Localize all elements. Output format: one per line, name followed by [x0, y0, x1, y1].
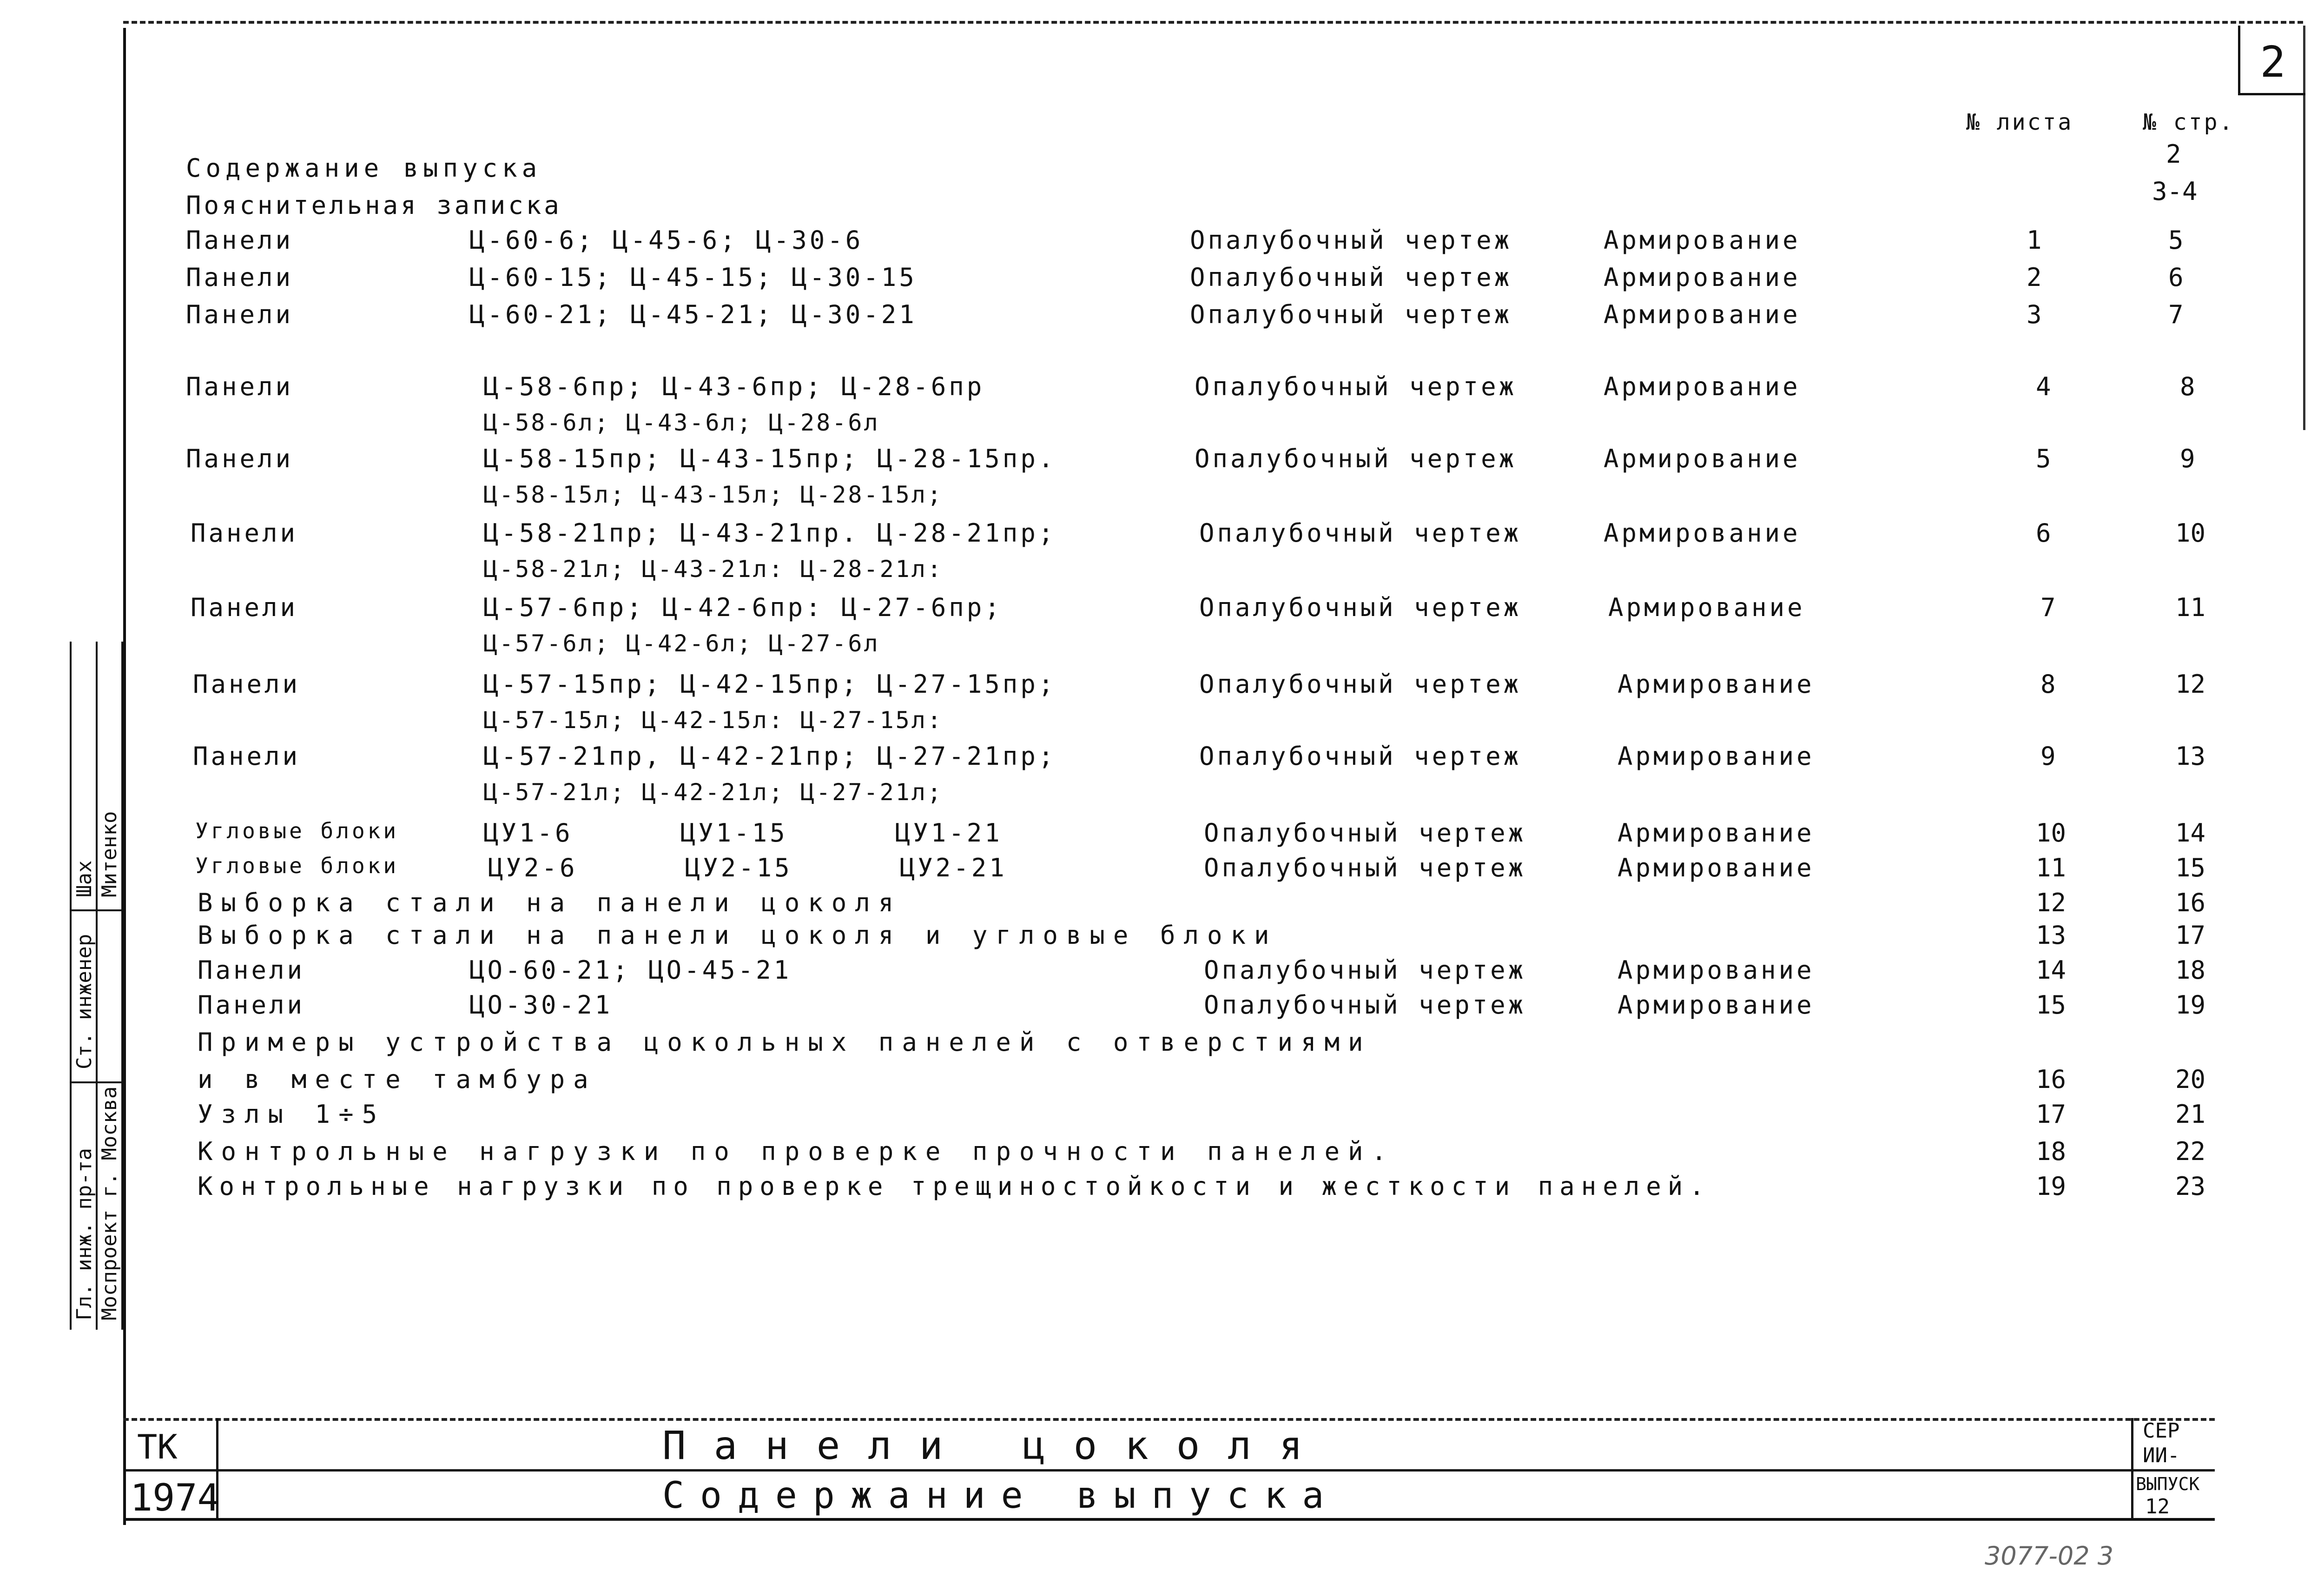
row-page: 9	[2180, 444, 2195, 473]
row-name: Панели	[198, 955, 305, 985]
row-page: 15	[2175, 853, 2206, 882]
row-codes: ЦУ2-6 ЦУ2-15 ЦУ2-21	[488, 853, 1007, 882]
row-sheet: 4	[2036, 372, 2051, 401]
row-codes-2: Ц-58-6л; Ц-43-6л; Ц-28-6л	[483, 409, 880, 436]
row-page: 11	[2175, 593, 2206, 622]
title-block-divider	[2131, 1418, 2133, 1520]
row-page: 22	[2175, 1137, 2206, 1166]
row-desc: Опалубочный чертеж	[1204, 955, 1526, 985]
row-desc-2: Армирование	[1604, 444, 1801, 473]
row-desc: Опалубочный чертеж	[1204, 853, 1526, 882]
row-desc: Опалубочный чертеж	[1199, 669, 1522, 699]
row-name: Панели	[198, 990, 305, 1020]
row-page: 5	[2168, 225, 2184, 255]
row-sheet: 17	[2036, 1100, 2067, 1129]
row-desc-2: Армирование	[1604, 372, 1801, 401]
drawing-subtitle: Содержание выпуска	[662, 1475, 1340, 1517]
row-name: Угловые блоки	[195, 853, 399, 878]
row-page: 13	[2175, 742, 2206, 771]
row-name: Панели	[186, 372, 294, 401]
stamp-line	[70, 642, 72, 1330]
row-codes: Ц-60-6; Ц-45-6; Ц-30-6	[469, 225, 864, 255]
row-sheet: 11	[2036, 853, 2067, 882]
stamp-org: Моспроект г. Москва	[98, 1086, 121, 1320]
row-name: Панели	[193, 742, 301, 771]
row-desc-2: Армирование	[1604, 518, 1801, 548]
row-page: 3-4	[2152, 177, 2198, 206]
row-page: 10	[2175, 518, 2206, 548]
row-name: Выборка стали на панели цоколя	[198, 888, 902, 917]
row-sheet: 14	[2036, 955, 2067, 985]
row-desc: Опалубочный чертеж	[1199, 593, 1522, 622]
row-codes: ЦУ1-6 ЦУ1-15 ЦУ1-21	[483, 818, 1003, 848]
stamp-role-2: Ст. инженер	[73, 934, 96, 1069]
row-page: 2	[2166, 139, 2181, 169]
row-name: Панели	[186, 300, 294, 329]
row-page: 6	[2168, 263, 2184, 292]
row-sheet: 5	[2036, 444, 2051, 473]
row-name: Выборка стали на панели цоколя и угловые блоки	[198, 921, 1278, 950]
row-name: Панели	[186, 225, 294, 255]
row-sheet: 7	[2040, 593, 2056, 622]
page-number: 2	[2260, 37, 2286, 87]
issue-label: ВЫПУСК	[2136, 1474, 2200, 1494]
row-page: 17	[2175, 921, 2206, 950]
row-sheet: 3	[2027, 300, 2042, 329]
title-block	[123, 1418, 2215, 1520]
row-desc-2: Армирование	[1618, 853, 1815, 882]
row-codes-2: Ц-57-21л; Ц-42-21л; Ц-27-21л;	[483, 779, 943, 806]
title-block-bottom-line	[123, 1518, 2215, 1521]
row-sheet: 6	[2036, 518, 2051, 548]
row-name: Узлы 1÷5	[198, 1100, 386, 1129]
row-desc: Опалубочный чертеж	[1199, 742, 1522, 771]
row-sheet: 12	[2036, 888, 2067, 917]
archive-number: 3077-02 3	[1985, 1541, 2114, 1571]
row-page: 18	[2175, 955, 2206, 985]
row-name: Панели	[186, 263, 294, 292]
row-desc-2: Армирование	[1618, 955, 1815, 985]
row-codes-2: Ц-57-6л; Ц-42-6л; Ц-27-6л	[483, 630, 880, 657]
stamp-line	[70, 909, 123, 911]
row-codes-2: Ц-58-21л; Ц-43-21л: Ц-28-21л:	[483, 556, 943, 583]
series-value: ИИ-	[2143, 1444, 2180, 1467]
row-sheet: 15	[2036, 990, 2067, 1020]
stamp-name-1: Шах	[73, 860, 96, 897]
row-sheet: 9	[2040, 742, 2056, 771]
row-page: 8	[2180, 372, 2195, 401]
row-desc: Опалубочный чертеж	[1199, 518, 1522, 548]
row-codes-2: Ц-58-15л; Ц-43-15л; Ц-28-15л;	[483, 481, 943, 508]
row-page: 23	[2175, 1172, 2206, 1201]
row-desc: Опалубочный чертеж	[1195, 372, 1517, 401]
row-codes-2: Ц-57-15л; Ц-42-15л: Ц-27-15л:	[483, 707, 943, 734]
row-page: 19	[2175, 990, 2206, 1020]
row-desc-2: Армирование	[1618, 669, 1815, 699]
row-desc: Опалубочный чертеж	[1190, 300, 1512, 329]
row-desc-2: Армирование	[1618, 990, 1815, 1020]
row-desc: Опалубочный чертеж	[1195, 444, 1517, 473]
row-page: 16	[2175, 888, 2206, 917]
row-name: Угловые блоки	[195, 818, 399, 843]
page-number-box	[2238, 26, 2305, 95]
stamp-line	[121, 642, 123, 1330]
row-name: Панели	[191, 593, 298, 622]
row-page: 20	[2175, 1065, 2206, 1094]
frame-left-line	[123, 28, 126, 1525]
row-name: Панели	[193, 669, 301, 699]
row-desc: Опалубочный чертеж	[1190, 225, 1512, 255]
row-codes: Ц-57-6пр; Ц-42-6пр: Ц-27-6пр;	[483, 593, 1003, 622]
row-desc: Опалубочный чертеж	[1204, 990, 1526, 1020]
row-page: 14	[2175, 818, 2206, 848]
row-desc-2: Армирование	[1608, 593, 1805, 622]
row-sheet: 8	[2040, 669, 2056, 699]
title-block-top-line	[123, 1418, 2215, 1421]
org-code: ТК	[137, 1427, 178, 1466]
row-codes: Ц-58-15пр; Ц-43-15пр; Ц-28-15пр.	[483, 444, 1056, 473]
row-desc-2: Армирование	[1618, 742, 1815, 771]
frame-top-line	[123, 21, 2303, 24]
row-codes: Ц-60-15; Ц-45-15; Ц-30-15	[469, 263, 917, 292]
row-page: 21	[2175, 1100, 2206, 1129]
row-name: Примеры устройства цокольных панелей с отверстиями	[198, 1027, 1372, 1057]
row-desc-2: Армирование	[1604, 300, 1801, 329]
row-desc: Опалубочный чертеж	[1190, 263, 1512, 292]
row-name: Панели	[191, 518, 298, 548]
page-number-header: № стр.	[2143, 109, 2235, 135]
row-codes: Ц-58-6пр; Ц-43-6пр; Ц-28-6пр	[483, 372, 985, 401]
row-codes: Ц-60-21; Ц-45-21; Ц-30-21	[469, 300, 917, 329]
row-desc: Опалубочный чертеж	[1204, 818, 1526, 848]
row-page: 12	[2175, 669, 2206, 699]
stamp-role-1: Гл. инж. пр-та	[73, 1148, 96, 1320]
row-name: Контрольные нагрузки по проверке трещиностойкости и жесткости панелей.	[198, 1172, 1711, 1201]
drawing-title: Панели цоколя	[662, 1423, 1331, 1468]
title-block-mid-line	[123, 1469, 2215, 1472]
row-sheet: 19	[2036, 1172, 2067, 1201]
approval-stamp	[70, 642, 123, 1330]
row-sheet: 16	[2036, 1065, 2067, 1094]
row-name: Панели	[186, 444, 294, 473]
stamp-name-2: Митенко	[98, 811, 121, 897]
stamp-line	[70, 1081, 123, 1083]
contents-title: Содержание выпуска	[186, 153, 542, 183]
row-sheet: 13	[2036, 921, 2067, 950]
year: 1974	[130, 1476, 220, 1519]
row-desc-2: Армирование	[1604, 225, 1801, 255]
row-name: Контрольные нагрузки по проверке прочности панелей.	[198, 1137, 1395, 1166]
row-sheet: 18	[2036, 1137, 2067, 1166]
row-name: Пояснительная записка	[186, 191, 562, 220]
row-name: и в месте тамбура	[198, 1065, 597, 1094]
sheet-number-header: № листа	[1966, 109, 2073, 135]
row-sheet: 1	[2027, 225, 2042, 255]
row-sheet: 2	[2027, 263, 2042, 292]
row-codes: ЦО-60-21; ЦО-45-21	[469, 955, 792, 985]
row-codes: ЦО-30-21	[469, 990, 613, 1020]
row-page: 7	[2168, 300, 2184, 329]
row-codes: Ц-58-21пр; Ц-43-21пр. Ц-28-21пр;	[483, 518, 1056, 548]
row-desc-2: Армирование	[1604, 263, 1801, 292]
row-sheet: 10	[2036, 818, 2067, 848]
row-codes: Ц-57-21пр, Ц-42-21пр; Ц-27-21пр;	[483, 742, 1056, 771]
series-label: СЕР	[2143, 1419, 2180, 1443]
issue-value: 12	[2145, 1495, 2170, 1518]
row-codes: Ц-57-15пр; Ц-42-15пр; Ц-27-15пр;	[483, 669, 1056, 699]
row-desc-2: Армирование	[1618, 818, 1815, 848]
